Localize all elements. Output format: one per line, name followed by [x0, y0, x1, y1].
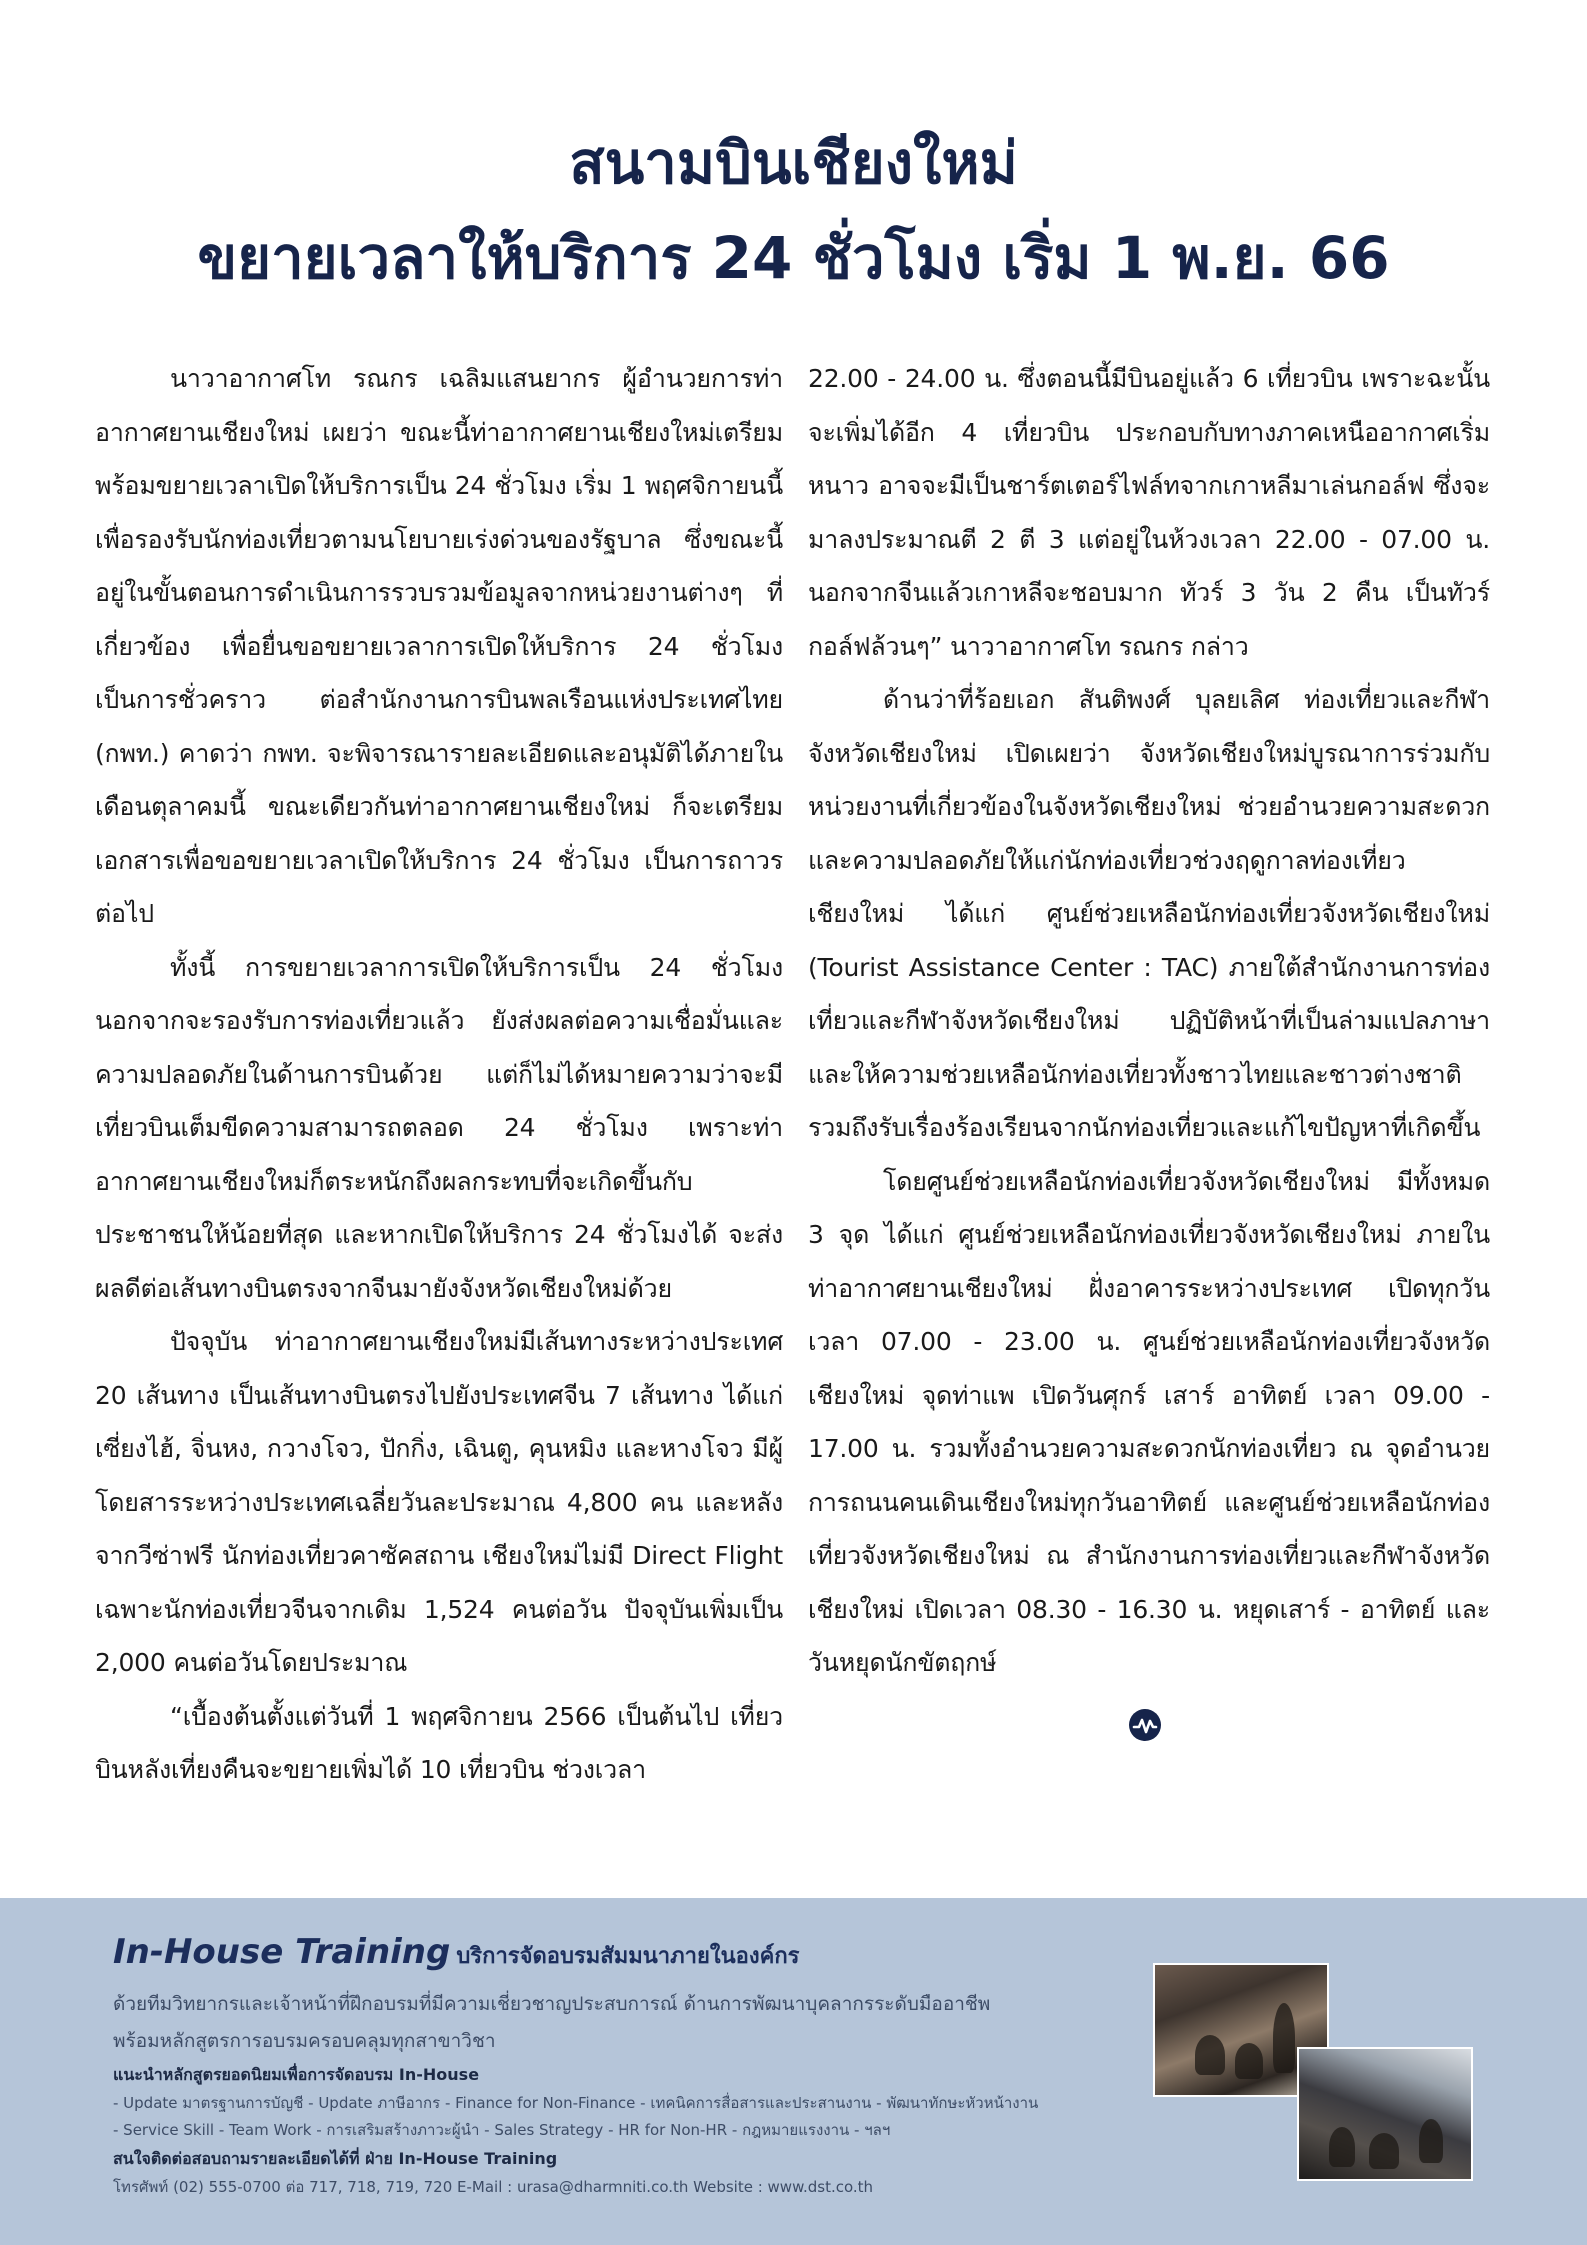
paragraph: ทั้งนี้ การขยายเวลาการเปิดให้บริการเป็น 24 ชั่วโมง นอกจากจะรองรับการท่องเที่ยวแล้ว ยังส่งผลต่อความเชื่อมั่นและความปลอดภัยในด้านการบินด้วย แต่ก็ไม่ได้หมายความว่าจะมีเที่ยวบินเต็มขีดความสามารถตลอด 24 ชั่วโมง เพราะท่าอากาศยานเชียงใหม่ก็ตระหนักถึงผลกระทบที่จะเกิดขึ้นกับประชาชนให้น้อยที่สุด และหากเปิดให้บริการ 24 ชั่วโมงได้ จะส่งผลดีต่อเส้นทางบินตรงจากจีนมายังจังหวัดเชียงใหม่ด้วย	[95, 952, 783, 1303]
left-column	[95, 352, 783, 1797]
ad-description-line: พร้อมหลักสูตรการอบรมครอบคลุมทุกสาขาวิชา	[113, 2030, 496, 2052]
paragraph: ปัจจุบัน ท่าอากาศยานเชียงใหม่มีเส้นทางระหว่างประเทศ 20 เส้นทาง เป็นเส้นทางบินตรงไปยังประเทศจีน 7 เส้นทาง ได้แก่ เซี่ยงไฮ้, จิ่นหง, กวางโจว, ปักกิ่ง, เฉินตู, คุนหมิง และหางโจว มีผู้โดยสารระหว่างประเทศเฉลี่ยวันละประมาณ 4,800 คน และหลังจากวีซ่าฟรี นักท่องเที่ยวคาซัคสถาน เชียงใหม่ไม่มี Direct Flight เฉพาะนักท่องเที่ยวจีนจากเดิม 1,524 คนต่อวัน ปัจจุบันเพิ่มเป็น 2,000 คนต่อวันโดยประมาณ	[95, 1327, 783, 1677]
training-photo	[1297, 2047, 1473, 2181]
title-line-1: สนามบินเชียงใหม่	[569, 129, 1018, 197]
paragraph: ด้านว่าที่ร้อยเอก สันติพงศ์ บุลยเลิศ ท่องเที่ยวและกีฬาจังหวัดเชียงใหม่ เปิดเผยว่า จังหวัดเชียงใหม่บูรณาการร่วมกับหน่วยงานที่เกี่ยวข้องในจังหวัดเชียงใหม่ ช่วยอำนวยความสะดวกและความปลอดภัยให้แก่นักท่องเที่ยวช่วงฤดูกาลท่องเที่ยวเชียงใหม่ ได้แก่ ศูนย์ช่วยเหลือนักท่องเที่ยวจังหวัดเชียงใหม่ (Tourist Assistance Center : TAC) ภายใต้สำนักงานการท่องเที่ยวและกีฬาจังหวัดเชียงใหม่ ปฏิบัติหน้าที่เป็นล่ามแปลภาษา และให้ความช่วยเหลือนักท่องเที่ยวทั้งชาวไทยและชาวต่างชาติ รวมถึงรับเรื่องร้องเรียนจากนักท่องเที่ยวและแก้ไขปัญหาที่เกิดขึ้น	[808, 685, 1490, 1142]
paragraph: โดยศูนย์ช่วยเหลือนักท่องเที่ยวจังหวัดเชียงใหม่ มีทั้งหมด 3 จุด ได้แก่ ศูนย์ช่วยเหลือนักท่องเที่ยวจังหวัดเชียงใหม่ ภายในท่าอากาศยานเชียงใหม่ ฝั่งอาคารระหว่างประเทศ เปิดทุกวัน เวลา 07.00 - 23.00 น. ศูนย์ช่วยเหลือนักท่องเที่ยวจังหวัดเชียงใหม่ จุดท่าแพ เปิดวันศุกร์ เสาร์ อาทิตย์ เวลา 09.00 - 17.00 น. รวมทั้งอำนวยความสะดวกนักท่องเที่ยว ณ จุดอำนวยการถนนคนเดินเชียงใหม่ทุกวันอาทิตย์ และศูนย์ช่วยเหลือนักท่องเที่ยวจังหวัดเชียงใหม่ ณ สำนักงานการท่องเที่ยวและกีฬาจังหวัดเชียงใหม่ เปิดเวลา 08.30 - 16.30 น. หยุดเสาร์ - อาทิตย์ และวันหยุดนักขัตฤกษ์	[808, 1166, 1490, 1677]
paragraph: 22.00 - 24.00 น. ซึ่งตอนนี้มีบินอยู่แล้ว 6 เที่ยวบิน เพราะฉะนั้นจะเพิ่มได้อีก 4 เที่ยวบิน ประกอบกับทางภาคเหนืออากาศเริ่มหนาว อาจจะมีเป็นชาร์ตเตอร์ไฟล์ทจากเกาหลีมาเล่นกอล์ฟ ซึ่งจะมาลงประมาณตี 2 ตี 3 แต่อยู่ในห้วงเวลา 22.00 - 07.00 น. นอกจากจีนแล้วเกาหลีจะชอบมาก ทัวร์ 3 วัน 2 คืน เป็นทัวร์กอล์ฟล้วนๆ” นาวาอากาศโท รณกร กล่าว	[808, 364, 1490, 661]
end-of-article-icon	[1128, 1708, 1162, 1742]
ad-body	[113, 1986, 1133, 2201]
ad-brand: In-House Training	[113, 1932, 451, 1972]
courses-list-line: - Update มาตรฐานการบัญชี - Update ภาษีอากร - Finance for Non-Finance - เทคนิคการสื่อสารและประสานงาน - พัฒนาทักษะหัวหน้างาน	[113, 2094, 1039, 2112]
contact-info: โทรศัพท์ (02) 555-0700 ต่อ 717, 718, 719, 720 E-Mail : urasa@dharmniti.co.th Website : www.dst.co.th	[113, 2178, 874, 2196]
contact-heading: สนใจติดต่อสอบถามรายละเอียดได้ที่ ฝ่าย In-House Training	[113, 2149, 558, 2168]
courses-heading: แนะนำหลักสูตรยอดนิยมเพื่อการจัดอบรม In-House	[113, 2065, 480, 2084]
paragraph: นาวาอากาศโท รณกร เฉลิมแสนยากร ผู้อำนวยการท่าอากาศยานเชียงใหม่ เผยว่า ขณะนี้ท่าอากาศยานเชียงใหม่เตรียมพร้อมขยายเวลาเปิดให้บริการเป็น 24 ชั่วโมง เริ่ม 1 พฤศจิกายนนี้ เพื่อรองรับนักท่องเที่ยวตามนโยบายเร่งด่วนของรัฐบาล ซึ่งขณะนี้อยู่ในขั้นตอนการดำเนินการรวบรวมข้อมูลจากหน่วยงานต่างๆ ที่เกี่ยวข้อง เพื่อยื่นขอขยายเวลาการเปิดให้บริการ 24 ชั่วโมง เป็นการชั่วคราว ต่อสำนักงานการบินพลเรือนแห่งประเทศไทย (กพท.) คาดว่า กพท. จะพิจารณารายละเอียดและอนุมัติได้ภายในเดือนตุลาคมนี้ ขณะเดียวกันท่าอากาศยานเชียงใหม่ ก็จะเตรียมเอกสารเพื่อขอขยายเวลาเปิดให้บริการ 24 ชั่วโมง เป็นการถาวรต่อไป	[95, 364, 783, 928]
article-title	[0, 118, 1587, 308]
paragraph: “เบื้องต้นตั้งแต่วันที่ 1 พฤศจิกายน 2566 เป็นต้นไป เที่ยวบินหลังเที่ยงคืนจะขยายเพิ่มได้ 10 เที่ยวบิน ช่วงเวลา	[95, 1701, 783, 1784]
ad-description-line: ด้วยทีมวิทยากรและเจ้าหน้าที่ฝึกอบรมที่มีความเชี่ยวชาญประสบการณ์ ด้านการพัฒนาบุคลากรระดับมืออาชีพ	[113, 1993, 991, 2015]
ad-subtitle: บริการจัดอบรมสัมมนาภายในองค์กร	[456, 1944, 800, 1969]
courses-list-line: - Service Skill - Team Work - การเสริมสร้างภาวะผู้นำ - Sales Strategy - HR for Non-HR - กฎหมายแรงงาน - ฯลฯ	[113, 2121, 891, 2139]
right-column	[808, 352, 1490, 1742]
title-line-2: ขยายเวลาให้บริการ 24 ชั่วโมง เริ่ม 1 พ.ย. 66	[197, 224, 1390, 292]
ad-heading	[113, 1932, 799, 1973]
